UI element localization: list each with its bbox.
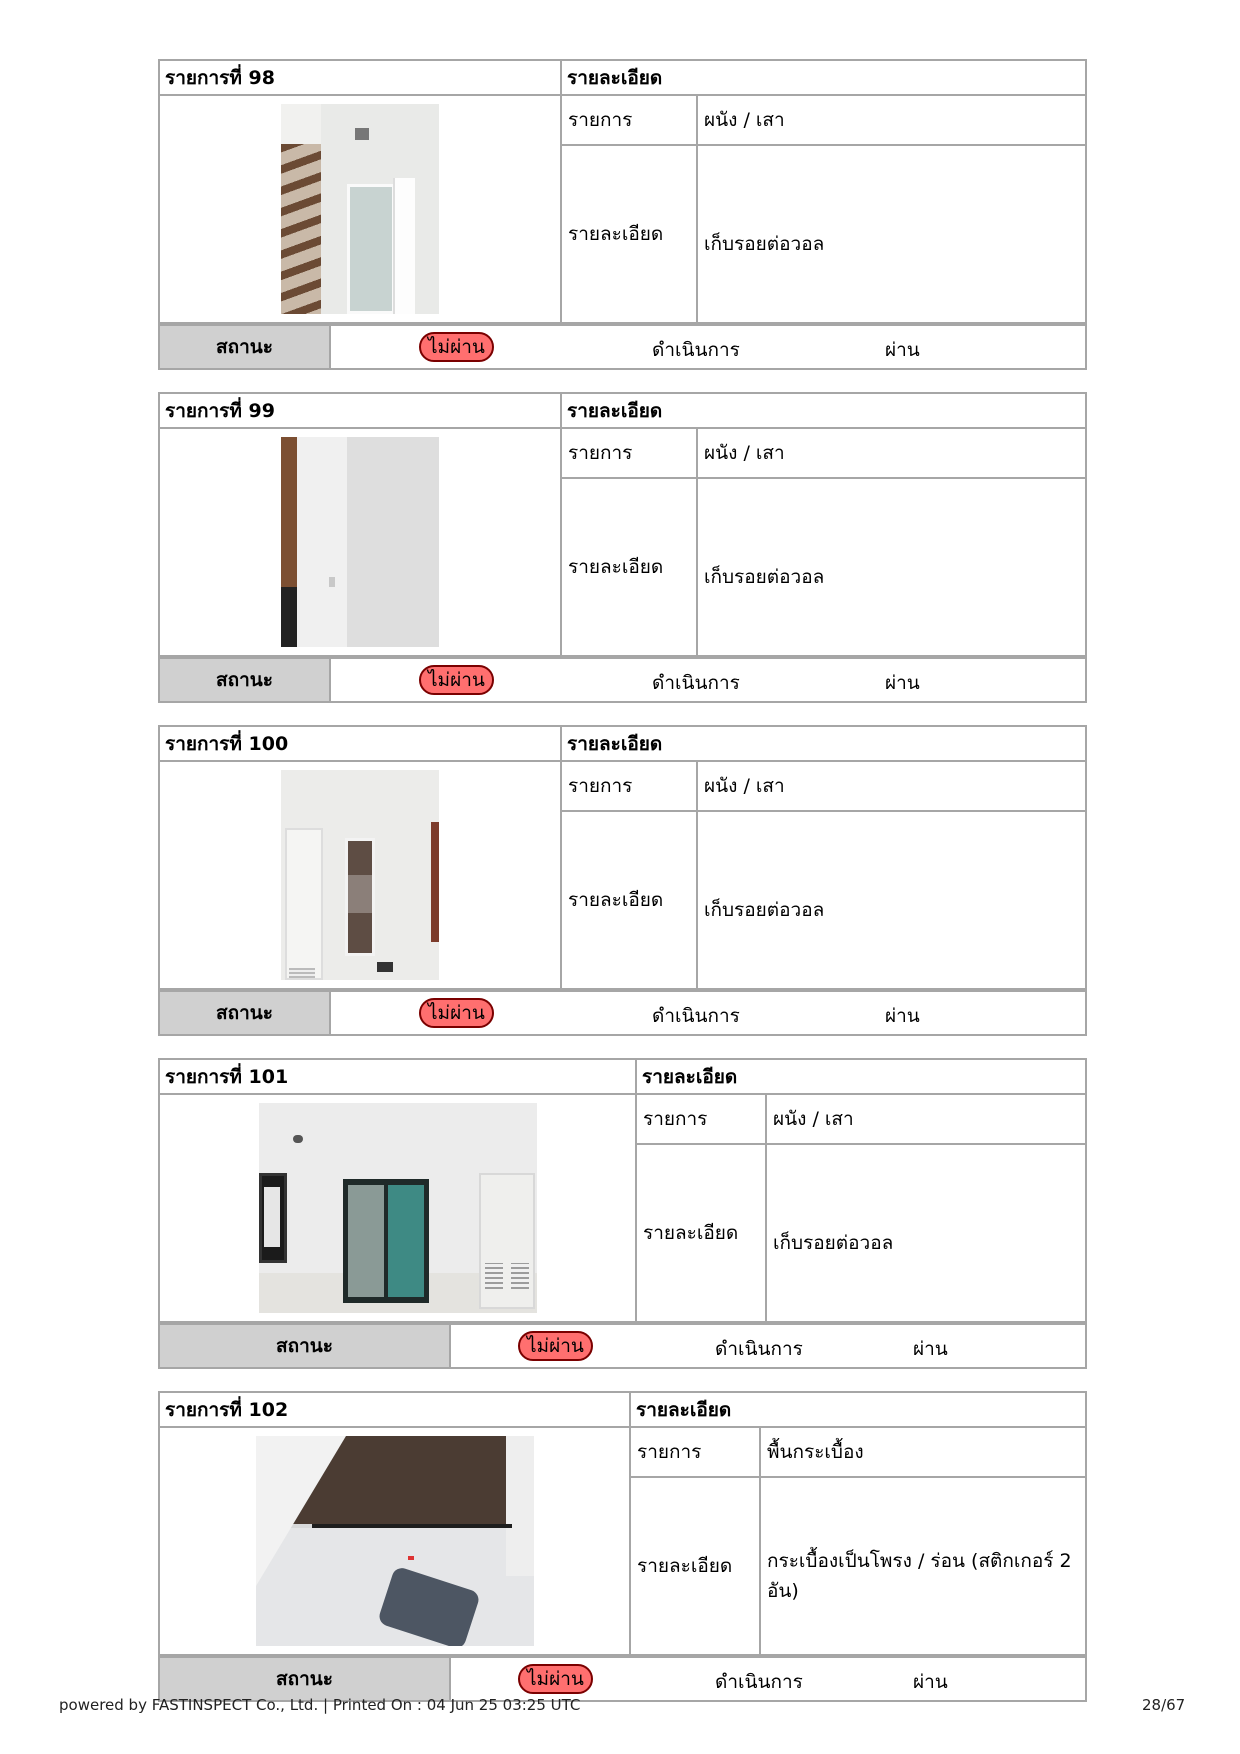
status-in-progress[interactable]: ดำเนินการ [652, 339, 740, 361]
status-fail-badge[interactable]: ไม่ผ่าน [419, 665, 494, 695]
item-label: รายการ [630, 1427, 760, 1477]
desc-value: เก็บรอยต่อวอล [697, 145, 1085, 323]
inspection-photo[interactable] [281, 437, 439, 647]
status-pass[interactable]: ผ่าน [913, 1671, 948, 1693]
status-row [160, 657, 1085, 701]
status-pass[interactable]: ผ่าน [885, 1005, 920, 1027]
details-header: รายละเอียด [561, 394, 1085, 428]
item-label: รายการ [561, 428, 697, 478]
status-fail-badge[interactable]: ไม่ผ่าน [518, 1664, 593, 1694]
inspection-photo[interactable] [281, 770, 439, 980]
desc-value: เก็บรอยต่อวอล [766, 1144, 1085, 1322]
photo-cell [160, 1094, 636, 1322]
details-header: รายละเอียด [561, 61, 1085, 95]
status-fail-badge[interactable]: ไม่ผ่าน [419, 332, 494, 362]
status-in-progress[interactable]: ดำเนินการ [652, 1005, 740, 1027]
inspection-item [158, 392, 1087, 703]
details-header: รายละเอียด [561, 727, 1085, 761]
desc-label: รายละเอียด [630, 1477, 760, 1655]
status-pass[interactable]: ผ่าน [885, 339, 920, 361]
status-row [160, 1656, 1085, 1700]
status-pass[interactable]: ผ่าน [913, 1338, 948, 1360]
status-in-progress[interactable]: ดำเนินการ [715, 1338, 803, 1360]
status-fail-badge[interactable]: ไม่ผ่าน [419, 998, 494, 1028]
inspection-item [158, 59, 1087, 370]
item-title: รายการที่ 99 [160, 394, 561, 428]
item-label: รายการ [636, 1094, 766, 1144]
item-value: ผนัง / เสา [697, 428, 1085, 478]
photo-cell [160, 761, 561, 989]
status-options [331, 992, 1085, 1034]
inspection-photo[interactable] [259, 1103, 537, 1313]
inspection-item [158, 1391, 1087, 1702]
photo-cell [160, 1427, 630, 1655]
status-label: สถานะ [160, 1325, 451, 1367]
page-number: 28/67 [1142, 1696, 1186, 1714]
status-options [331, 326, 1085, 368]
item-table [160, 1393, 1085, 1656]
status-row [160, 324, 1085, 368]
status-options [451, 1658, 1085, 1700]
details-header: รายละเอียด [636, 1060, 1085, 1094]
item-table [160, 1060, 1085, 1323]
item-label: รายการ [561, 761, 697, 811]
item-title: รายการที่ 100 [160, 727, 561, 761]
inspection-photo[interactable] [256, 1436, 534, 1646]
inspection-photo[interactable] [281, 104, 439, 314]
item-table [160, 394, 1085, 657]
status-label: สถานะ [160, 659, 331, 701]
status-row [160, 1323, 1085, 1367]
status-row [160, 990, 1085, 1034]
inspection-item [158, 725, 1087, 1036]
status-options [451, 1325, 1085, 1367]
status-pass[interactable]: ผ่าน [885, 672, 920, 694]
item-value: ผนัง / เสา [697, 95, 1085, 145]
inspection-item [158, 1058, 1087, 1369]
item-value: ผนัง / เสา [766, 1094, 1085, 1144]
status-fail-badge[interactable]: ไม่ผ่าน [518, 1331, 593, 1361]
details-header: รายละเอียด [630, 1393, 1085, 1427]
item-table [160, 727, 1085, 990]
item-label: รายการ [561, 95, 697, 145]
item-table [160, 61, 1085, 324]
status-in-progress[interactable]: ดำเนินการ [715, 1671, 803, 1693]
desc-label: รายละเอียด [561, 145, 697, 323]
status-in-progress[interactable]: ดำเนินการ [652, 672, 740, 694]
status-label: สถานะ [160, 1658, 451, 1700]
desc-label: รายละเอียด [561, 811, 697, 989]
item-title: รายการที่ 98 [160, 61, 561, 95]
item-value: ผนัง / เสา [697, 761, 1085, 811]
desc-label: รายละเอียด [636, 1144, 766, 1322]
item-title: รายการที่ 102 [160, 1393, 630, 1427]
item-value: พื้นกระเบื้อง [760, 1427, 1085, 1477]
desc-value: กระเบื้องเป็นโพรง / ร่อน (สติกเกอร์ 2 อัน) [760, 1477, 1085, 1655]
footer-credit: powered by FASTINSPECT Co., Ltd. | Printed On : 04 Jun 25 03:25 UTC [59, 1696, 581, 1714]
desc-label: รายละเอียด [561, 478, 697, 656]
item-title: รายการที่ 101 [160, 1060, 636, 1094]
status-label: สถานะ [160, 326, 331, 368]
photo-cell [160, 428, 561, 656]
status-options [331, 659, 1085, 701]
desc-value: เก็บรอยต่อวอล [697, 478, 1085, 656]
photo-cell [160, 95, 561, 323]
desc-value: เก็บรอยต่อวอล [697, 811, 1085, 989]
status-label: สถานะ [160, 992, 331, 1034]
